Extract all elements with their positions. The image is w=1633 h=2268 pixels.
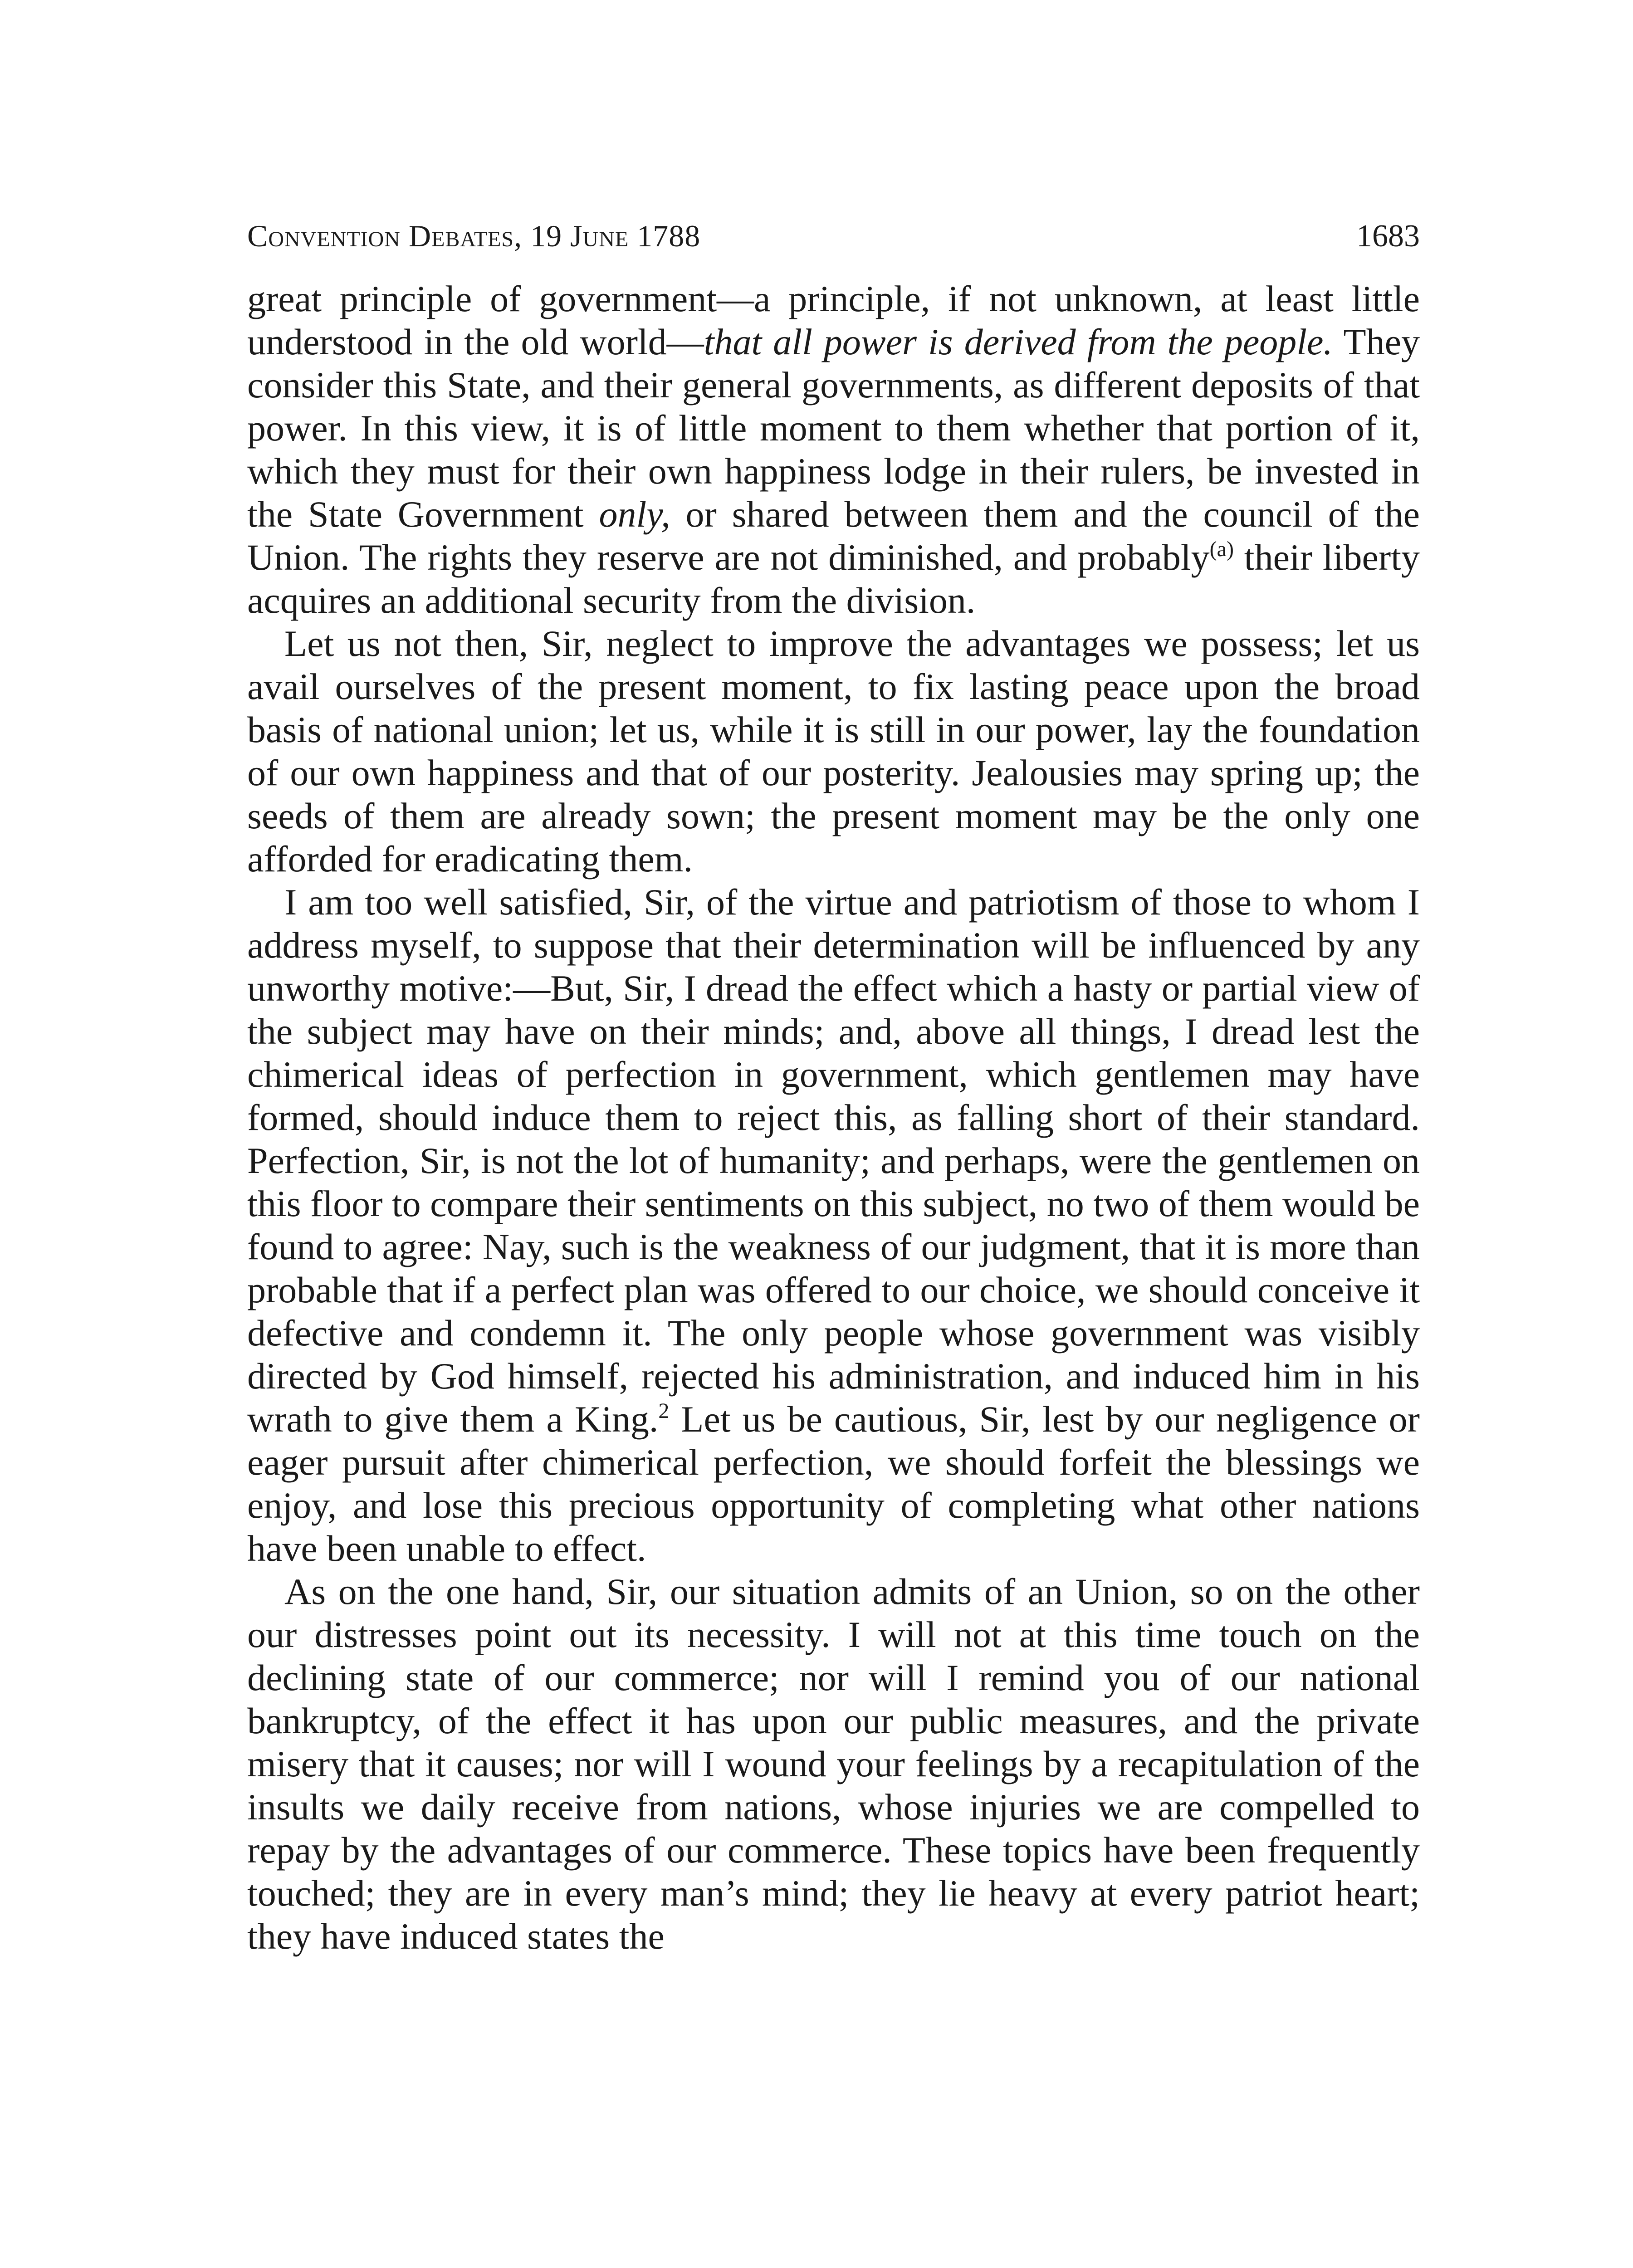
paragraph-1-italic-only: only, (599, 494, 670, 535)
page-number: 1683 (1356, 219, 1420, 254)
paragraph-1 (247, 277, 1420, 622)
paragraph-1-italic-phrase: that all power is derived from the people. (704, 321, 1333, 362)
paragraph-3 (247, 880, 1420, 1570)
footnote-marker-a: (a) (1209, 537, 1234, 561)
paragraph-1-text-cont: They consider this State, and their general governments, as different deposits of that power. In this view, it is of little moment to them whether that portion of it, which they must for their own happiness lodge in their rulers, be invested in the State Government (247, 321, 1420, 535)
paragraph-3-text: I am too well satisfied, Sir, of the virtue and patriotism of those to whom I address myself, to suppose that their determination will be influenced by any unworthy motive:—But, Sir, I dread the effect which a hasty or partial view of the subject may have on their minds; and, above all things, I dread lest the chimerical ideas of perfection in government, which gentlemen may have formed, should induce them to reject this, as falling short of their standard. Perfection, Sir, is not the lot of humanity; and perhaps, were the gentlemen on this floor to compare their sentiments on this subject, no two of them would be found to agree: Nay, such is the weakness of our judgment, that it is more than probable that if a perfect plan was offered to our choice, we should conceive it defective and condemn it. The only people whose government was visibly directed by God himself, rejected his administration, and induced him in his wrath to give them a King. (247, 881, 1420, 1440)
paragraph-3-text-end: Let us be cautious, Sir, lest by our negligence or eager pursuit after chimerical perfection, we should forfeit the blessings we enjoy, and lose this precious opportunity of completing what other nations have been unable to effect. (247, 1398, 1420, 1569)
running-header (247, 218, 1420, 254)
paragraph-2: Let us not then, Sir, neglect to improve the advantages we possess; let us avail ourselves of the present moment, to fix lasting peace upon the broad basis of national union; let us, while it is still in our power, lay the foundation of our own happiness and that of our posterity. Jealousies may spring up; the seeds of them are already sown; the present moment may be the only one afforded for eradicating them. (247, 623, 1420, 880)
paragraph-1-text-end: their liberty acquires an additional security from the division. (247, 537, 1420, 621)
paragraph-1-text: great principle of government—a principle, if not unknown, at least little understood in the old world— (247, 278, 1420, 362)
paragraph-4: As on the one hand, Sir, our situation admits of an Union, so on the other our distresses point out its necessity. I will not at this time touch on the declining state of our commerce; nor will I remind you of our national bankruptcy, of the effect it has upon our public measures, and the private misery that it causes; nor will I wound your feelings by a recapitulation of the insults we daily receive from nations, whose injuries we are compelled to repay by the advantages of our commerce. These topics have been frequently touched; they are in every man’s mind; they lie heavy at every patriot heart; they have induced states the (247, 1571, 1420, 1957)
footnote-marker-2: 2 (658, 1399, 670, 1423)
paragraph-1-text-cont-2: or shared between them and the council of the Union. The rights they reserve are not diminished, and probably (247, 494, 1420, 578)
running-title: Convention Debates, 19 June 1788 (247, 219, 701, 253)
document-page (247, 218, 1420, 1958)
